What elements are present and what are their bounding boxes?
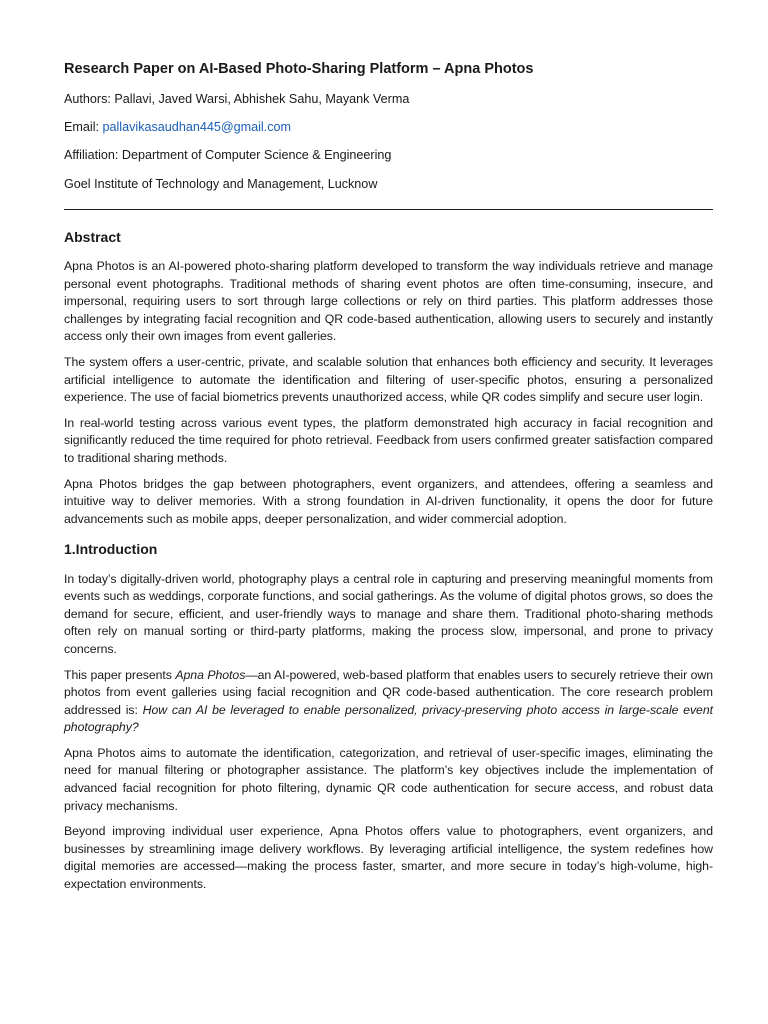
p2-research-question: How can AI be leveraged to enable personalized, privacy-preserving photo access in large-scale event photography? xyxy=(64,702,713,735)
abstract-heading: Abstract xyxy=(64,228,121,245)
affiliation-line: Affiliation: Department of Computer Science & Engineering xyxy=(64,148,392,163)
p2-platform-name: Apna Photos xyxy=(175,667,246,682)
p2-text-before: This paper presents xyxy=(64,667,176,682)
institute-line: Goel Institute of Technology and Management, Lucknow xyxy=(64,176,378,191)
header-divider xyxy=(64,209,713,210)
abstract-paragraph-3: In real-world testing across various event types, the platform demonstrated high accuracy in facial recognition and significantly reduced the time required for photo retrieval. Feedback from users confirmed greater satisfaction compared to traditional sharing methods. xyxy=(64,415,713,465)
introduction-paragraph-4: Beyond improving individual user experience, Apna Photos offers value to photographers, event organizers, and businesses by streamlining image delivery workflows. By leveraging artificial intelligence, the system redefines how digital memories are accessed—making the process faster, smarter, and more secure in today’s high-volume, high-expectation environments. xyxy=(64,824,713,892)
email-line xyxy=(64,118,713,136)
introduction-heading: 1.Introduction xyxy=(64,541,158,558)
abstract-paragraph-2: The system offers a user-centric, private, and scalable solution that enhances both efficiency and security. It leverages artificial intelligence to automate the identification and filtering of user-specific photos, ensuring a personalized experience. The use of facial biometrics prevents unauthorized access, while QR codes simplify and secure user login. xyxy=(64,355,713,405)
abstract-paragraph-1: Apna Photos is an AI-powered photo-sharing platform developed to transform the way individuals retrieve and manage personal event photographs. Traditional methods of sharing event photos are often time-consuming, insecure, and impersonal, requiring users to sort through large collections or rely on third parties. This platform addresses those challenges by integrating facial recognition and QR code-based authentication, allowing users to securely and instantly access only their own images from event galleries. xyxy=(64,259,713,344)
paper-page xyxy=(64,60,713,902)
authors-line: Authors: Pallavi, Javed Warsi, Abhishek Sahu, Mayank Verma xyxy=(64,91,410,106)
paper-title: Research Paper on AI-Based Photo-Sharing Platform – Apna Photos xyxy=(64,61,534,77)
introduction-paragraph-2 xyxy=(64,667,713,737)
email-label: Email: xyxy=(64,120,103,135)
introduction-paragraph-3: Apna Photos aims to automate the identification, categorization, and retrieval of user-specific images, eliminating the need for manual filtering or photographer assistance. The platform’s key objectives include the implementation of advanced facial recognition for photo filtering, dynamic QR code authentication for secure access, and robust data privacy mechanisms. xyxy=(64,745,713,813)
email-link[interactable]: pallavikasaudhan445@gmail.com xyxy=(102,120,292,135)
abstract-paragraph-4: Apna Photos bridges the gap between photographers, event organizers, and attendees, offering a seamless and intuitive way to deliver memories. With a strong foundation in AI-driven functionality, it opens the door for future advancements such as mobile apps, deeper personalization, and wider commercial adoption. xyxy=(64,476,713,526)
p2-text-middle: —an AI-powered, web-based platform that enables users to securely retrieve their own photos from event galleries using facial recognition and QR code-based authentication. The core research problem addressed is: xyxy=(64,667,713,717)
introduction-paragraph-1: In today’s digitally-driven world, photography plays a central role in capturing and preserving meaningful moments from events such as weddings, corporate functions, and social gatherings. As the volume of digital photos grows, so does the demand for secure, efficient, and user-friendly ways to manage and share them. Traditional photo-sharing methods often rely on manual sorting or third-party platforms, making the process slow, impersonal, and prone to privacy concerns. xyxy=(64,571,713,656)
